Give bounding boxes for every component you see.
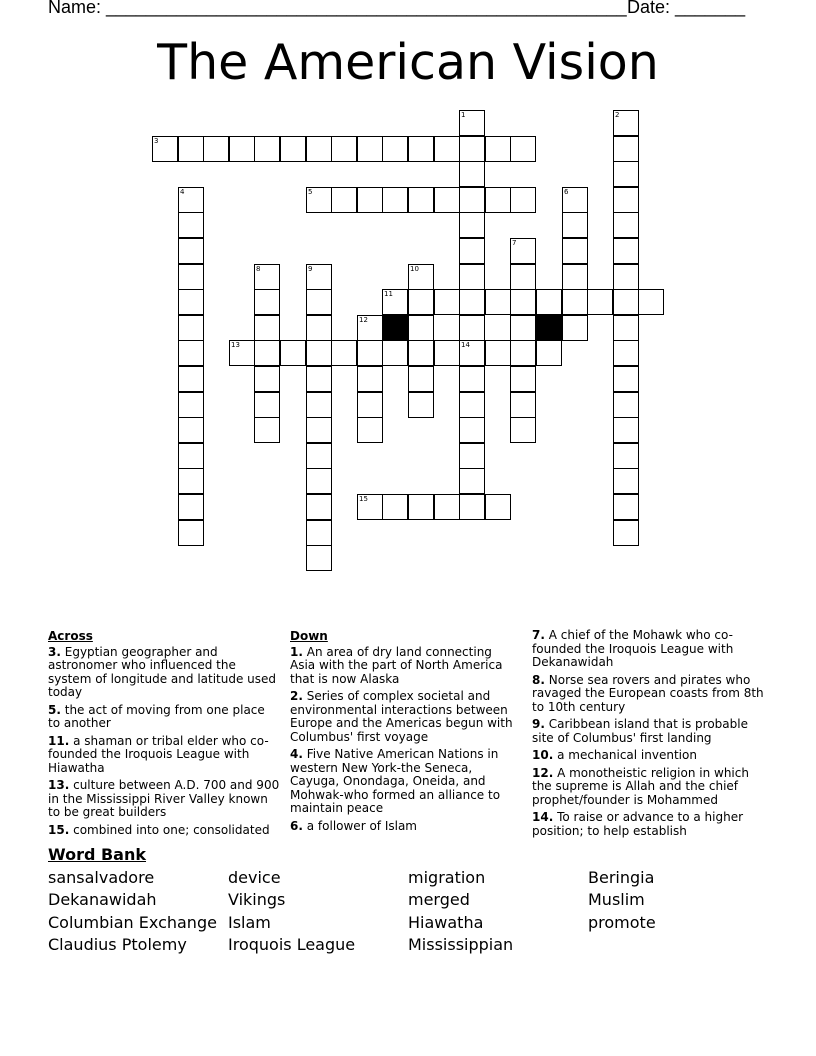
- crossword-cell[interactable]: [613, 494, 639, 520]
- crossword-cell[interactable]: [459, 187, 485, 213]
- crossword-cell[interactable]: [459, 417, 485, 443]
- crossword-cell[interactable]: [587, 289, 613, 315]
- across-clues: [48, 630, 280, 841]
- crossword-cell[interactable]: [562, 289, 588, 315]
- clue-across-11: 11. a shaman or tribal elder who co-founded the Iroquois League with Hiawatha: [48, 733, 269, 775]
- crossword-cell[interactable]: [459, 161, 485, 187]
- crossword-cell[interactable]: [178, 238, 204, 264]
- across-heading: Across: [48, 629, 93, 643]
- word-bank-item: device: [228, 868, 281, 887]
- crossword-cell[interactable]: [408, 136, 434, 162]
- crossword-cell[interactable]: [510, 187, 536, 213]
- crossword-cell[interactable]: [536, 289, 562, 315]
- crossword-cell[interactable]: [408, 187, 434, 213]
- crossword-cell[interactable]: [152, 136, 178, 162]
- crossword-cell[interactable]: [510, 264, 536, 290]
- clue-down-12: 12. A monotheistic religion in which the supreme is Allah and the chief prophet/founder is Mohammed: [532, 765, 749, 807]
- word-bank-item: promote: [588, 913, 656, 932]
- crossword-cell[interactable]: [357, 340, 383, 366]
- crossword-cell[interactable]: [613, 136, 639, 162]
- crossword-cell[interactable]: [357, 187, 383, 213]
- clue-down-6: 6. a follower of Islam: [290, 818, 417, 833]
- crossword-cell[interactable]: [357, 366, 383, 392]
- crossword-cell[interactable]: [510, 289, 536, 315]
- crossword-cell[interactable]: [613, 392, 639, 418]
- crossword-cell[interactable]: [613, 443, 639, 469]
- clue-across-5: 5. the act of moving from one place to another: [48, 702, 265, 730]
- crossword-cell[interactable]: [459, 136, 485, 162]
- clue-down-10: 10. a mechanical invention: [532, 748, 697, 762]
- crossword-cell[interactable]: [178, 494, 204, 520]
- page-title: The American Vision: [157, 34, 659, 91]
- crossword-cell[interactable]: [510, 417, 536, 443]
- crossword-cell[interactable]: [459, 468, 485, 494]
- crossword-cell[interactable]: [485, 289, 511, 315]
- crossword-cell[interactable]: [178, 392, 204, 418]
- word-bank-heading: Word Bank: [48, 845, 147, 864]
- crossword-cell[interactable]: [229, 136, 255, 162]
- crossword-cell[interactable]: [613, 187, 639, 213]
- crossword-cell[interactable]: [408, 340, 434, 366]
- clue-number: 5: [308, 188, 313, 196]
- crossword-cell[interactable]: [459, 212, 485, 238]
- word-bank-item: Dekanawidah: [48, 890, 157, 909]
- crossword-cell[interactable]: [510, 315, 536, 341]
- clue-down-4: 4. Five Native American Nations in western New York-the Seneca, Cayuga, Onondaga, Oneida, and Mohwak-who formed an alliance to maintain peace: [290, 747, 501, 815]
- crossword-cell[interactable]: [408, 315, 434, 341]
- clue-down-8: 8. Norse sea rovers and pirates who ravaged the European coasts from 8th to 10th century: [532, 672, 764, 714]
- crossword-cell[interactable]: [562, 315, 588, 341]
- crossword-cell[interactable]: [306, 392, 332, 418]
- crossword-cell[interactable]: [178, 520, 204, 546]
- clue-down-14: 14. To raise or advance to a higher position; to help establish: [532, 810, 744, 838]
- crossword-cell[interactable]: [382, 494, 408, 520]
- crossword-cell[interactable]: [434, 136, 460, 162]
- clue-number: 14: [461, 341, 470, 349]
- crossword-cell[interactable]: [562, 187, 588, 213]
- crossword-cell[interactable]: [408, 264, 434, 290]
- clue-number: 6: [564, 188, 569, 196]
- down-heading: Down: [290, 629, 328, 643]
- clue-number: 1: [461, 111, 466, 119]
- clue-number: 13: [231, 341, 240, 349]
- clue-number: 9: [308, 265, 313, 273]
- crossword-cell[interactable]: [306, 443, 332, 469]
- crossword-cell[interactable]: [510, 366, 536, 392]
- word-bank-item: Claudius Ptolemy: [48, 935, 187, 954]
- crossword-cell[interactable]: [254, 417, 280, 443]
- crossword-cell[interactable]: [357, 417, 383, 443]
- clue-number: 12: [359, 316, 368, 324]
- crossword-cell[interactable]: [331, 340, 357, 366]
- crossword-cell[interactable]: [459, 289, 485, 315]
- clue-number: 15: [359, 495, 368, 503]
- crossword-cell[interactable]: [613, 417, 639, 443]
- crossword-cell[interactable]: [382, 289, 408, 315]
- crossword-cell[interactable]: [254, 392, 280, 418]
- word-bank-item: Iroquois League: [228, 935, 356, 954]
- clue-across-13: 13. culture between A.D. 700 and 900 in the Mississippi River Valley known to be great builders: [48, 778, 280, 819]
- crossword-cell[interactable]: [306, 289, 332, 315]
- crossword-cell[interactable]: [459, 238, 485, 264]
- word-bank-item: Muslim: [588, 890, 645, 909]
- crossword-cell[interactable]: [562, 238, 588, 264]
- crossword-cell[interactable]: [229, 340, 255, 366]
- crossword-cell[interactable]: [331, 187, 357, 213]
- clue-down-9: 9. Caribbean island that is probable site of Columbus' first landing: [532, 717, 748, 745]
- crossword-cell[interactable]: [510, 340, 536, 366]
- crossword-cell[interactable]: [459, 392, 485, 418]
- crossword-cell[interactable]: [357, 136, 383, 162]
- crossword-cell[interactable]: [459, 443, 485, 469]
- crossword-cell[interactable]: [178, 417, 204, 443]
- clue-number: 10: [410, 265, 419, 273]
- crossword-cell[interactable]: [459, 366, 485, 392]
- crossword-cell[interactable]: [280, 340, 306, 366]
- clue-number: 8: [256, 265, 261, 273]
- crossword-cell[interactable]: [178, 136, 204, 162]
- crossword-cell[interactable]: [306, 468, 332, 494]
- crossword-cell[interactable]: [357, 315, 383, 341]
- crossword-cell[interactable]: [306, 187, 332, 213]
- crossword-cell[interactable]: [613, 468, 639, 494]
- crossword-cell[interactable]: [178, 264, 204, 290]
- crossword-cell[interactable]: [613, 340, 639, 366]
- crossword-cell[interactable]: [536, 340, 562, 366]
- crossword-cell[interactable]: [254, 264, 280, 290]
- crossword-cell[interactable]: [306, 264, 332, 290]
- crossword-cell[interactable]: [306, 340, 332, 366]
- crossword-black-cell: [536, 315, 562, 341]
- crossword-cell[interactable]: [408, 392, 434, 418]
- clue-down-7: 7. A chief of the Mohawk who co-founded the Iroquois League with Dekanawidah: [532, 628, 734, 669]
- crossword-cell[interactable]: [510, 136, 536, 162]
- clue-down-2: 2. Series of complex societal and environmental interactions between Europe and the Americas begun with Columbus' first voyage: [290, 689, 513, 744]
- crossword-cell[interactable]: [306, 494, 332, 520]
- crossword-cell[interactable]: [306, 366, 332, 392]
- crossword-black-cell: [382, 315, 408, 341]
- crossword-cell[interactable]: [254, 289, 280, 315]
- crossword-cell[interactable]: [306, 417, 332, 443]
- crossword-cell[interactable]: [485, 136, 511, 162]
- crossword-cell[interactable]: [638, 289, 664, 315]
- crossword-cell[interactable]: [459, 264, 485, 290]
- crossword-cell[interactable]: [408, 494, 434, 520]
- crossword-cell[interactable]: [254, 315, 280, 341]
- crossword-cell[interactable]: [382, 187, 408, 213]
- crossword-cell[interactable]: [562, 264, 588, 290]
- crossword-cell[interactable]: [613, 110, 639, 136]
- crossword-cell[interactable]: [331, 136, 357, 162]
- word-bank-item: Columbian Exchange: [48, 913, 217, 932]
- crossword-cell[interactable]: [178, 315, 204, 341]
- crossword-cell[interactable]: [382, 136, 408, 162]
- clue-number: 11: [384, 290, 393, 298]
- crossword-cell[interactable]: [357, 392, 383, 418]
- crossword-cell[interactable]: [382, 340, 408, 366]
- crossword-cell[interactable]: [485, 494, 511, 520]
- clue-across-3: 3. Egyptian geographer and astronomer who influenced the system of longitude and latitude used today: [48, 644, 277, 699]
- crossword-cell[interactable]: [357, 494, 383, 520]
- crossword-cell[interactable]: [459, 494, 485, 520]
- word-bank-item: merged: [408, 890, 470, 909]
- crossword-cell[interactable]: [613, 366, 639, 392]
- word-bank-item: Beringia: [588, 868, 655, 887]
- crossword-cell[interactable]: [178, 187, 204, 213]
- crossword-cell[interactable]: [178, 289, 204, 315]
- crossword-cell[interactable]: [613, 289, 639, 315]
- crossword-cell[interactable]: [178, 443, 204, 469]
- clue-number: 4: [180, 188, 185, 196]
- down-clues: [290, 630, 518, 837]
- crossword-cell[interactable]: [306, 315, 332, 341]
- clue-across-15: 15. combined into one; consolidated: [48, 822, 270, 837]
- word-bank-item: sansalvadore: [48, 868, 155, 887]
- crossword-cell[interactable]: [613, 161, 639, 187]
- crossword-cell[interactable]: [459, 340, 485, 366]
- crossword-cell[interactable]: [178, 468, 204, 494]
- crossword-cell[interactable]: [613, 264, 639, 290]
- crossword-cell[interactable]: [485, 187, 511, 213]
- crossword-cell[interactable]: [613, 238, 639, 264]
- crossword-cell[interactable]: [408, 289, 434, 315]
- word-bank-item: migration: [408, 868, 486, 887]
- clue-down-1: 1. An area of dry land connecting Asia with the part of North America that is now Alaska: [290, 644, 503, 686]
- date-field-label: Date: _______: [627, 0, 746, 17]
- crossword-cell[interactable]: [434, 289, 460, 315]
- clue-number: 7: [512, 239, 517, 247]
- down-clues-continued: [532, 629, 768, 842]
- crossword-cell[interactable]: [254, 366, 280, 392]
- crossword-cell[interactable]: [562, 212, 588, 238]
- crossword-cell[interactable]: [459, 110, 485, 136]
- crossword-cell[interactable]: [408, 366, 434, 392]
- crossword-cell[interactable]: [510, 238, 536, 264]
- crossword-cell[interactable]: [485, 340, 511, 366]
- word-bank: [48, 868, 788, 964]
- word-bank-item: Hiawatha: [408, 913, 484, 932]
- crossword-cell[interactable]: [306, 520, 332, 546]
- crossword-cell[interactable]: [613, 315, 639, 341]
- crossword-cell[interactable]: [306, 545, 332, 571]
- crossword-cell[interactable]: [434, 494, 460, 520]
- crossword-cell[interactable]: [178, 340, 204, 366]
- crossword-cell[interactable]: [306, 136, 332, 162]
- crossword-cell[interactable]: [613, 212, 639, 238]
- crossword-cell[interactable]: [613, 520, 639, 546]
- name-field-label: Name: ____________________________________________________: [48, 0, 627, 17]
- crossword-cell[interactable]: [434, 187, 460, 213]
- word-bank-item: Islam: [228, 913, 271, 932]
- clue-number: 3: [154, 137, 159, 145]
- crossword-cell[interactable]: [459, 315, 485, 341]
- word-bank-item: Mississippian: [408, 935, 514, 954]
- crossword-cell[interactable]: [434, 340, 460, 366]
- crossword-cell[interactable]: [254, 340, 280, 366]
- clue-number: 2: [615, 111, 620, 119]
- crossword-cell[interactable]: [510, 392, 536, 418]
- crossword-cell[interactable]: [203, 136, 229, 162]
- word-bank-item: Vikings: [228, 890, 286, 909]
- crossword-cell[interactable]: [178, 212, 204, 238]
- crossword-cell[interactable]: [254, 136, 280, 162]
- crossword-cell[interactable]: [280, 136, 306, 162]
- crossword-cell[interactable]: [178, 366, 204, 392]
